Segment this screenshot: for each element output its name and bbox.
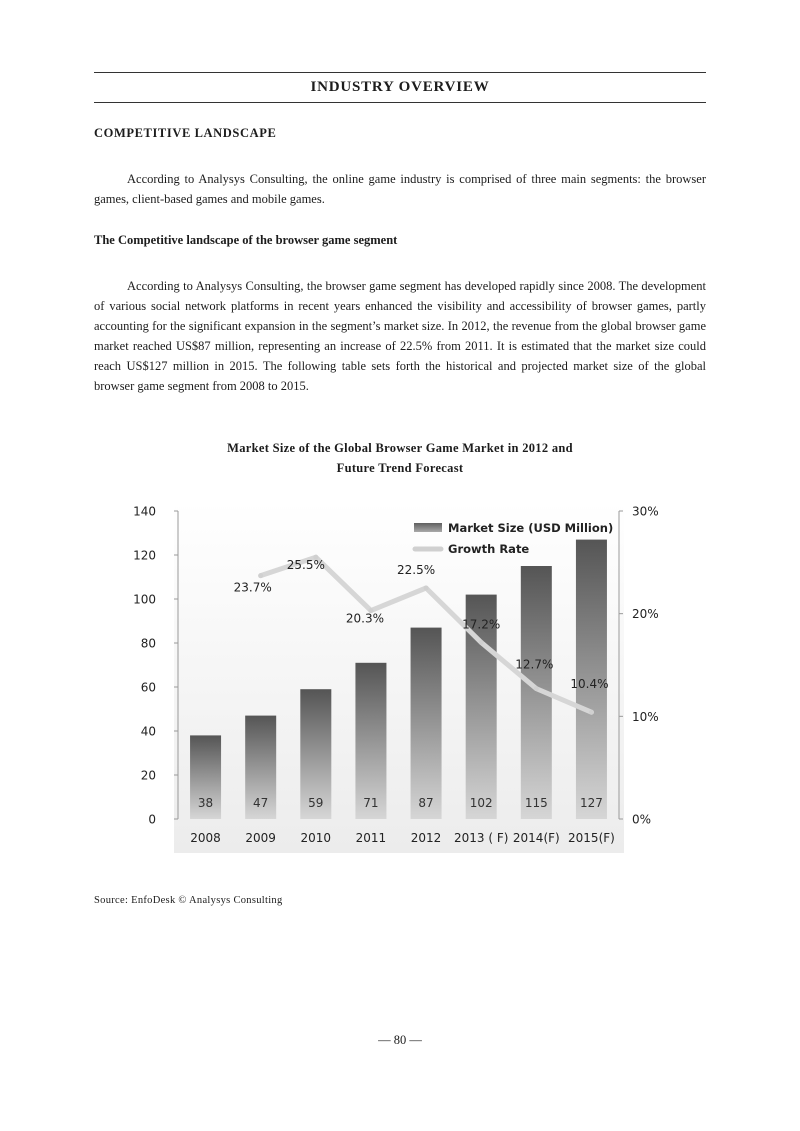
market-size-chart bbox=[122, 497, 678, 853]
left-axis-tick-label: 40 bbox=[140, 724, 156, 739]
left-axis-tick-label: 100 bbox=[133, 592, 156, 607]
bar bbox=[411, 628, 442, 819]
left-axis-tick-label: 80 bbox=[140, 636, 156, 651]
bar-value-label: 87 bbox=[418, 796, 434, 810]
page-number: — 80 — bbox=[378, 1033, 422, 1047]
bar-value-label: 38 bbox=[197, 796, 214, 810]
bar-value-label: 59 bbox=[308, 796, 324, 810]
left-axis-tick-label: 140 bbox=[133, 504, 156, 519]
left-axis-tick-label: 60 bbox=[140, 680, 156, 695]
bar-value-label: 47 bbox=[253, 796, 269, 810]
left-axis-tick-label: 20 bbox=[140, 768, 156, 783]
bar-value-label: 115 bbox=[524, 796, 548, 810]
section-title: COMPETITIVE LANDSCAPE bbox=[94, 126, 277, 140]
right-axis-tick-label: 0% bbox=[632, 812, 652, 827]
x-axis-tick-label: 2010 bbox=[300, 831, 332, 845]
left-axis-tick-label: 0 bbox=[148, 812, 156, 827]
x-axis-tick-label: 2014(F) bbox=[512, 831, 560, 845]
header-top-rule bbox=[94, 72, 706, 73]
plot-background bbox=[174, 501, 624, 853]
growth-rate-label: 10.4% bbox=[570, 677, 609, 692]
bar-value-label: 127 bbox=[579, 796, 603, 810]
right-axis-tick-label: 30% bbox=[632, 504, 659, 519]
growth-rate-point bbox=[479, 640, 484, 645]
legend-label-market-size: Market Size (USD Million) bbox=[448, 521, 614, 535]
header-bottom-rule bbox=[94, 102, 706, 103]
right-axis-tick-label: 20% bbox=[632, 607, 659, 622]
x-axis-tick-label: 2015(F) bbox=[568, 831, 615, 845]
x-axis-tick-label: 2011 bbox=[355, 831, 387, 845]
chart-title-line-1: Market Size of the Global Browser Game Market in 2012 and bbox=[227, 441, 573, 455]
legend-label-growth-rate: Growth Rate bbox=[448, 542, 530, 556]
growth-rate-point bbox=[424, 586, 429, 591]
growth-rate-point bbox=[589, 710, 594, 715]
page-header-title: INDUSTRY OVERVIEW bbox=[310, 79, 490, 95]
growth-rate-label: 22.5% bbox=[397, 563, 436, 577]
bar-value-label: 71 bbox=[363, 796, 379, 810]
growth-rate-label: 20.3% bbox=[345, 611, 384, 626]
intro-paragraph: According to Analysys Consulting, the online game industry is comprised of three main segments: the browser games, client-based games and mobile games. bbox=[94, 172, 706, 206]
subsection-title: The Competitive landscape of the browser game segment bbox=[94, 233, 398, 247]
x-axis-tick-label: 2009 bbox=[245, 831, 276, 845]
x-axis-tick-label: 2008 bbox=[190, 831, 221, 845]
growth-rate-point bbox=[258, 573, 263, 578]
growth-rate-point bbox=[534, 686, 539, 691]
x-axis-tick-label: 2012 bbox=[410, 831, 442, 845]
legend-bar-swatch bbox=[414, 523, 442, 532]
growth-rate-label: 12.7% bbox=[515, 657, 554, 672]
x-axis-tick-label: 2013 ( F) bbox=[453, 831, 509, 845]
chart-title-line-2: Future Trend Forecast bbox=[336, 461, 464, 475]
browser-segment-paragraph: According to Analysys Consulting, the browser game segment has developed rapidly since 2008. The development of various social network platforms in recent years enhanced the visibility and accessibility of browser games, partly accounting for the significant expansion in the segment’s market size. In 2012, the revenue from the global browser game market reached US$87 million, representing an increase of 22.5% from 2011. It is estimated that the market size could reach US$127 million in 2015. The following table sets forth the historical and projected market size of the global browser game segment from 2008 to 2015. bbox=[94, 279, 706, 393]
source-note: Source: EnfoDesk © Analysys Consulting bbox=[94, 895, 283, 906]
growth-rate-label: 17.2% bbox=[462, 617, 501, 632]
right-axis-tick-label: 10% bbox=[632, 709, 659, 724]
chart-title bbox=[150, 438, 650, 478]
growth-rate-label: 25.5% bbox=[286, 558, 325, 573]
left-axis-tick-label: 120 bbox=[133, 548, 156, 563]
growth-rate-label: 23.7% bbox=[233, 580, 272, 595]
bar-value-label: 102 bbox=[469, 796, 493, 810]
